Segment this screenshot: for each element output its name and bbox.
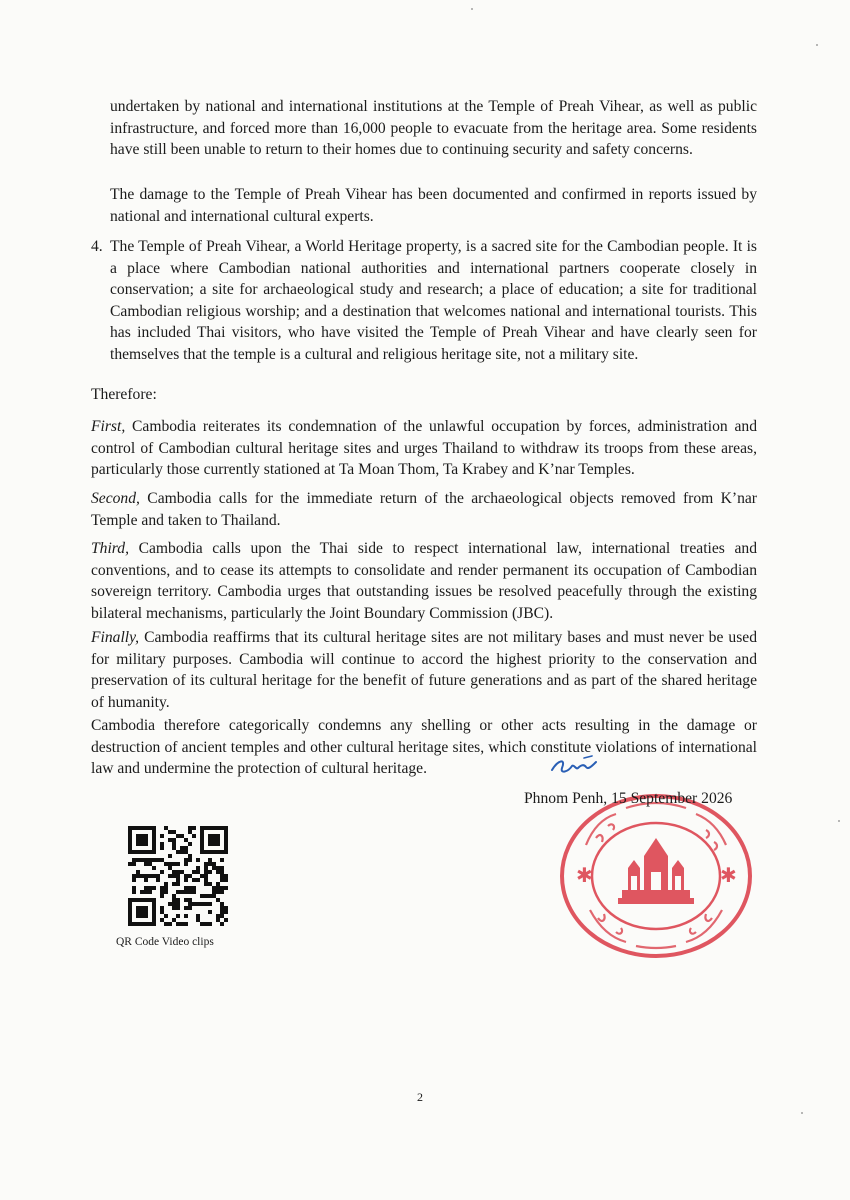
first-lead: First, [91, 418, 126, 435]
third-text: Cambodia calls upon the Thai side to respect international law, international treaties and conventions, and to cease its attempts to consolidate and render permanent its occupation of Cambodian sovereign territory. Cambodia urges that outstanding issues be resolved peacefully through the existing bilateral mechanisms, particularly the Joint Boundary Commission (JBC). [91, 540, 757, 622]
paragraph-first [91, 416, 757, 481]
paragraph-second [91, 488, 757, 531]
scan-speck [816, 44, 818, 46]
finally-text: Cambodia reaffirms that its cultural heritage sites are not military bases and must never be used for military purposes. Cambodia will continue to accord the highest priority to the conservation and preservation of its cultural heritage for the benefit of future generations and as part of the shared heritage of humanity. [91, 629, 757, 711]
temple-icon [618, 838, 694, 904]
qr-caption: QR Code Video clips [116, 936, 214, 948]
second-text: Cambodia calls for the immediate return of the archaeological objects removed from K’nar Temple and taken to Thailand. [91, 490, 757, 529]
paragraph-closing: Cambodia therefore categorically condemns any shelling or other acts resulting in the damage or destruction of ancient temples and other cultural heritage sites, which constitute violations of international law and undermine the protection of cultural heritage. [91, 717, 757, 777]
therefore-label: Therefore: [91, 386, 157, 403]
paragraph-continuation: undertaken by national and international institutions at the Temple of Preah Vihear, as well as public infrastructure, and forced more than 16,000 people to evacuate from the heritage area. Some residents have still been unable to return to their homes due to continuing security and safety concerns. [110, 98, 757, 158]
place-date: Phnom Penh, 15 September 2026 [524, 790, 733, 807]
paragraph-third [91, 538, 757, 624]
signature-icon [548, 752, 600, 780]
svg-text:✱: ✱ [576, 863, 593, 887]
page-number: 2 [417, 1090, 423, 1104]
scan-speck [838, 820, 840, 822]
paragraph-damage: The damage to the Temple of Preah Vihear has been documented and confirmed in reports issued by national and international cultural experts. [110, 186, 757, 225]
paragraph-finally [91, 627, 757, 713]
official-seal-icon [556, 790, 756, 962]
scan-speck [801, 1112, 803, 1114]
qr-code-icon[interactable] [128, 826, 228, 926]
svg-text:✱: ✱ [720, 863, 737, 887]
list-number-4: 4. [91, 238, 103, 255]
first-text: Cambodia reiterates its condemnation of the unlawful occupation by forces, administration and control of Cambodian cultural heritage sites and urges Thailand to withdraw its troops from these areas, particularly those currently stationed at Ta Moan Thom, Ta Krabey and K’nar Temples. [91, 418, 757, 478]
scan-speck [471, 8, 473, 10]
third-lead: Third, [91, 540, 129, 557]
second-lead: Second, [91, 490, 140, 507]
finally-lead: Finally, [91, 629, 140, 646]
list-item-4: The Temple of Preah Vihear, a World Heritage property, is a sacred site for the Cambodian people. It is a place where Cambodian national authorities and international partners cooperate closely in conservation; a site for archaeological study and research; a place of education; a site for traditional Cambodian religious worship; and a destination that welcomes national and international tourists. This has included Thai visitors, who have visited the Temple of Preah Vihear and have clearly seen for themselves that the temple is a cultural and religious heritage site, not a military site. [110, 238, 757, 363]
